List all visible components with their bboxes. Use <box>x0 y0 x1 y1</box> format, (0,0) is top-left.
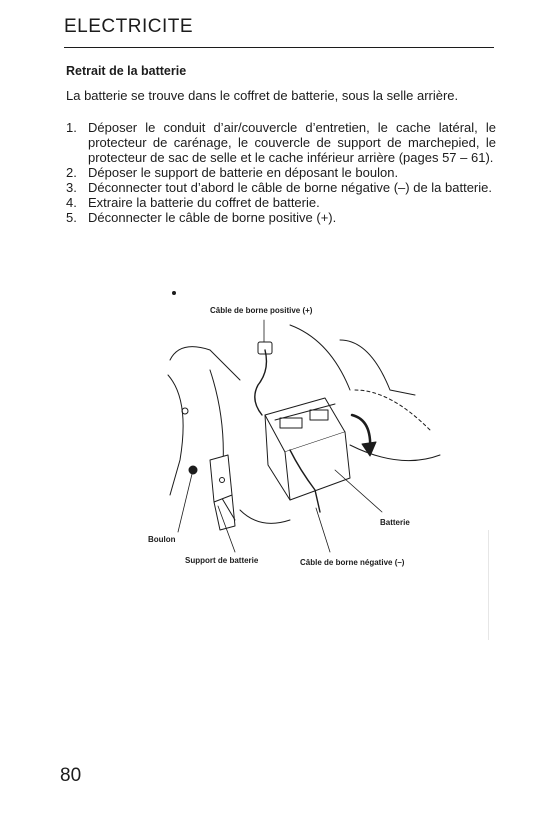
step-number: 5. <box>66 210 77 225</box>
step-item <box>66 210 496 225</box>
header-divider <box>64 47 494 48</box>
step-number: 3. <box>66 180 77 195</box>
battery-holder-label: Support de batterie <box>185 556 259 565</box>
negative-cable-label: Câble de borne négative (–) <box>300 558 405 567</box>
battery-label: Batterie <box>380 518 410 527</box>
page-number: 80 <box>60 765 82 786</box>
step-number: 2. <box>66 165 77 180</box>
page-header-title: ELECTRICITE <box>64 16 194 37</box>
steps-list <box>66 120 496 225</box>
battery-illustration-drawing <box>140 280 460 590</box>
step-text: Déconnecter tout d’abord le câble de borne négative (–) de la batterie. <box>88 180 492 195</box>
step-item <box>66 180 496 195</box>
battery-removal-illustration <box>140 280 460 590</box>
positive-cable-label: Câble de borne positive (+) <box>210 306 313 315</box>
step-item <box>66 165 496 180</box>
step-item <box>66 120 496 165</box>
scan-edge-line <box>488 530 489 640</box>
bolt-label: Boulon <box>148 535 176 544</box>
step-text: Déposer le support de batterie en déposant le boulon. <box>88 165 399 180</box>
step-number: 4. <box>66 195 77 210</box>
intro-paragraph: La batterie se trouve dans le coffret de batterie, sous la selle arrière. <box>66 88 459 103</box>
step-text: Déposer le conduit d’air/couvercle d’entretien, le cache latéral, le protecteur de carénage, le couvercle de support de marchepied, le protecteur de sac de selle et le cache inférieur arrière (pages 57 – 61). <box>88 120 496 165</box>
step-item <box>66 195 496 210</box>
step-text: Extraire la batterie du coffret de batterie. <box>88 195 320 210</box>
step-text: Déconnecter le câble de borne positive (+). <box>88 210 337 225</box>
section-title: Retrait de la batterie <box>66 64 187 78</box>
step-number: 1. <box>66 120 77 135</box>
